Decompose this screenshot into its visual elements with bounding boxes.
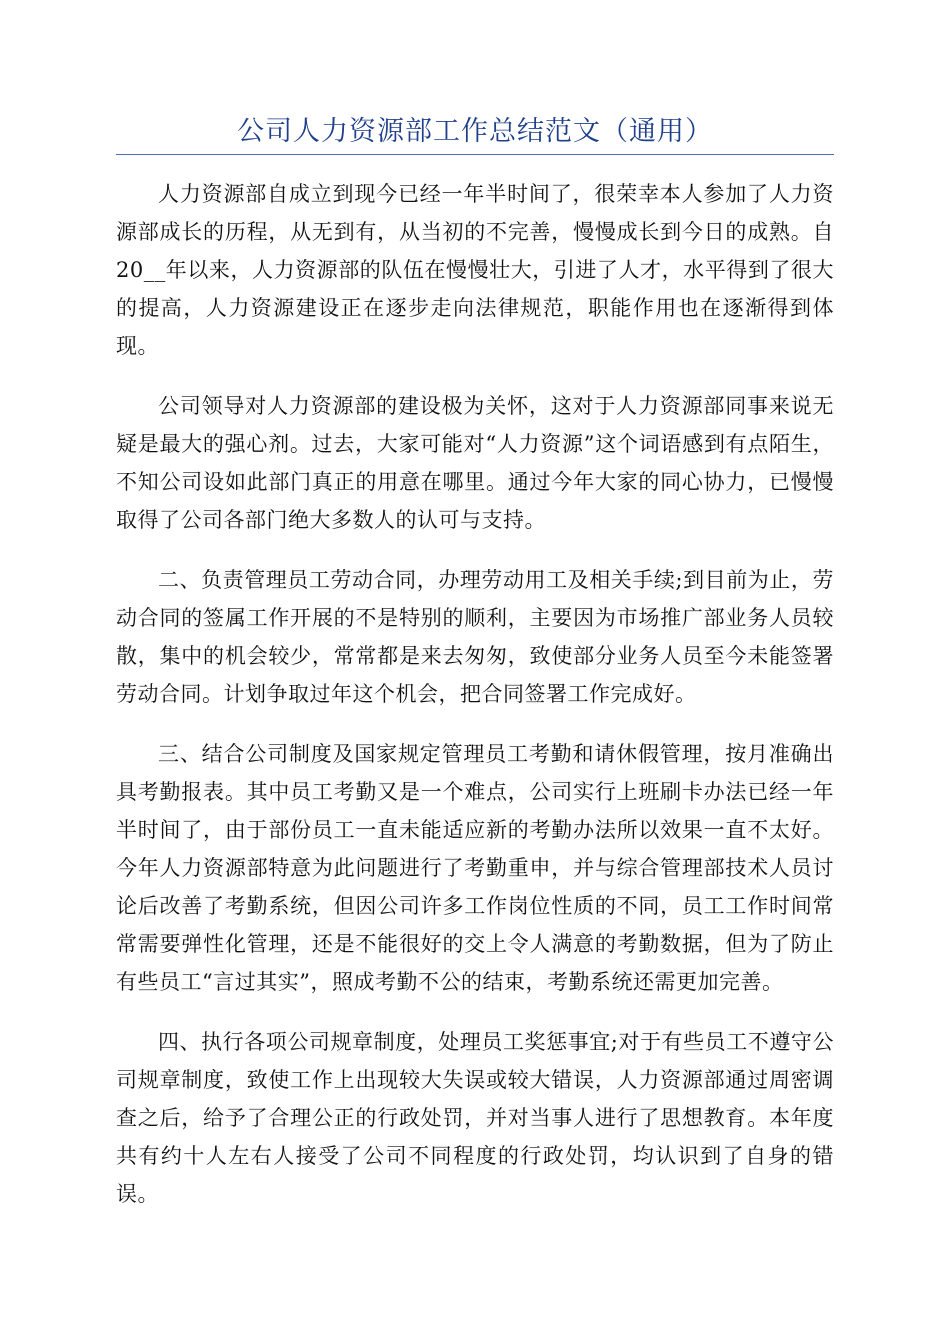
paragraph-section-3: 三、结合公司制度及国家规定管理员工考勤和请休假管理，按月准确出具考勤报表。其中员工考勤又是一个难点，公司实行上班刷卡办法已经一年半时间了，由于部份员工一直未能适应新的考勤办法所以效果一直不太好。今年人力资源部特意为此问题进行了考勤重申，并与综合管理部技术人员讨论后改善了考勤系统，但因公司许多工作岗位性质的不同，员工工作时间常常需要弹性化管理，还是不能很好的交上令人满意的考勤数据，但为了防止有些员工“言过其实”，照成考勤不公的结束，考勤系统还需更加完善。 [116,742,834,994]
document-title: 公司人力资源部工作总结范文（通用） [237,116,713,147]
title-underline [116,154,834,155]
document-body [116,175,834,1235]
paragraph-leadership: 公司领导对人力资源部的建设极为关怀，这对于人力资源部同事来说无疑是最大的强心剂。过去，大家可能对“人力资源”这个词语感到有点陌生，不知公司设如此部门真正的用意在哪里。通过今年大家的同心协力，已慢慢取得了公司各部门绝大多数人的认可与支持。 [116,394,834,532]
paragraph-section-4: 四、执行各项公司规章制度，处理员工奖惩事宜;对于有些员工不遵守公司规章制度，致使工作上出现较大失误或较大错误，人力资源部通过周密调查之后，给予了合理公正的行政处罚，并对当事人进行了思想教育。本年度共有约十人左右人接受了公司不同程度的行政处罚，均认识到了自身的错误。 [116,1030,834,1206]
paragraph-intro: 人力资源部自成立到现今已经一年半时间了，很荣幸本人参加了人力资源部成长的历程，从无到有，从当初的不完善，慢慢成长到今日的成熟。自20__年以来，人力资源部的队伍在慢慢壮大，引进了人才，水平得到了很大的提高，人力资源建设正在逐步走向法律规范，职能作用也在逐渐得到体现。 [116,182,834,358]
paragraph-section-2: 二、负责管理员工劳动合同，办理劳动用工及相关手续;到目前为止，劳动合同的签属工作开展的不是特别的顺利，主要因为市场推广部业务人员较散，集中的机会较少，常常都是来去匆匆，致使部分业务人员至今未能签署劳动合同。计划争取过年这个机会，把合同签署工作完成好。 [116,568,834,706]
